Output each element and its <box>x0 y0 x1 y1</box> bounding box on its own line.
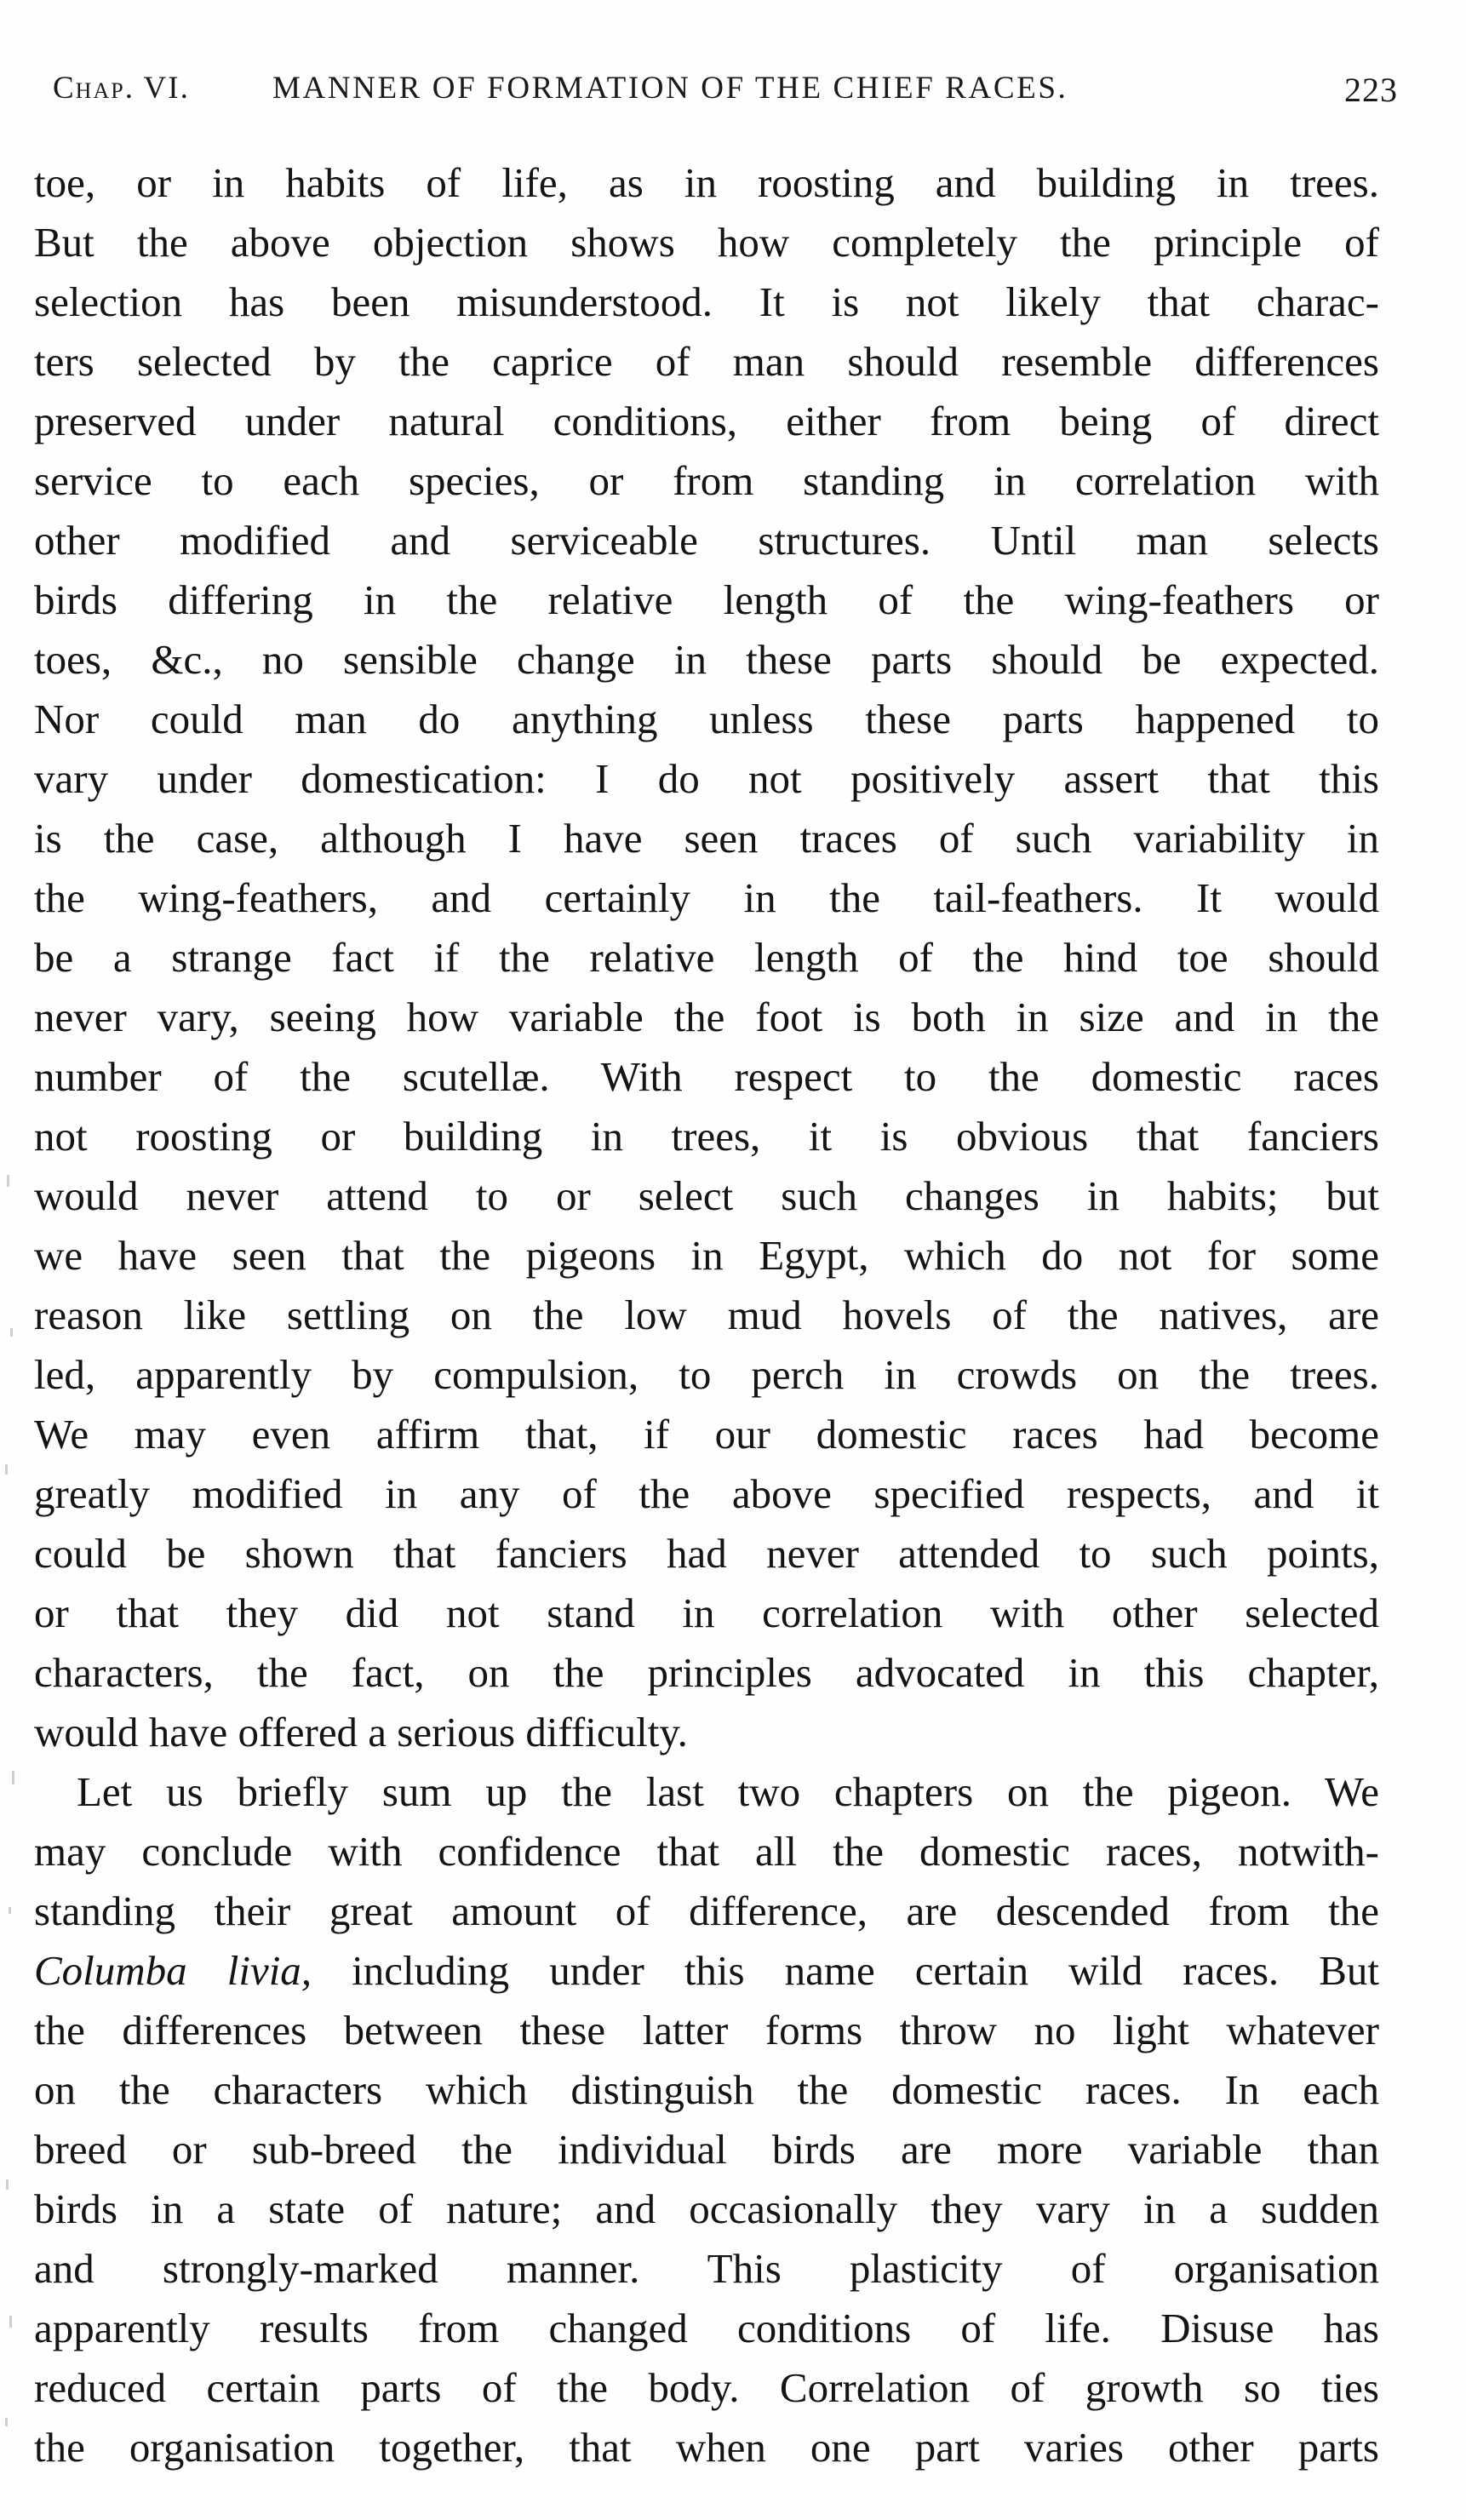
text-line: standing their great amount of difference, are descended from the <box>34 1887 1379 1934</box>
text-line: apparently results from changed conditions of life. Disuse has <box>34 2305 1379 2351</box>
species-name-italic: Columba livia, <box>34 1947 312 1994</box>
text-line: never vary, seeing how variable the foot is both in size and in the <box>34 994 1379 1040</box>
text-line: vary under domestication: I do not positively assert that this <box>34 755 1379 802</box>
text-line: characters, the fact, on the principles advocated in this chapter, <box>34 1649 1379 1696</box>
text-line: would never attend to or select such changes in habits; but <box>34 1172 1379 1219</box>
text-line: we have seen that the pigeons in Egypt, which do not for some <box>34 1232 1379 1279</box>
text-line: other modified and serviceable structures. Until man selects <box>34 517 1379 564</box>
text-line: preserved under natural conditions, either from being of direct <box>34 398 1379 444</box>
text-line: ters selected by the caprice of man should resemble differences <box>34 338 1379 385</box>
text-line: selection has been misunderstood. It is not likely that charac- <box>34 278 1379 325</box>
text-line: toes, &c., no sensible change in these parts should be expected. <box>34 636 1379 683</box>
text-line: the differences between these latter forms throw no light whatever <box>34 2007 1379 2053</box>
text-line: not roosting or building in trees, it is obvious that fanciers <box>34 1113 1379 1160</box>
text-line: and strongly-marked manner. This plasticity of organisation <box>34 2245 1379 2292</box>
text-line: the organisation together, that when one part varies other parts <box>34 2424 1379 2471</box>
running-header <box>53 70 1398 121</box>
text-line: the wing-feathers, and certainly in the tail-feathers. It would <box>34 874 1379 921</box>
text-line: be a strange fact if the relative length of the hind toe should <box>34 934 1379 981</box>
text-line: Nor could man do anything unless these parts happened to <box>34 696 1379 742</box>
text-line: or that they did not stand in correlation with other selected <box>34 1589 1379 1636</box>
chapter-label: Chap. VI. <box>53 71 190 106</box>
text-line: birds differing in the relative length of the wing-feathers or <box>34 576 1379 623</box>
text-line: on the characters which distinguish the domestic races. In each <box>34 2066 1379 2113</box>
text-line: could be shown that fanciers had never attended to such points, <box>34 1530 1379 1577</box>
running-title: MANNER OF FORMATION OF THE CHIEF RACES. <box>272 71 1068 106</box>
text-line: greatly modified in any of the above specified respects, and it <box>34 1470 1379 1517</box>
page-edge-speckles <box>0 0 26 2520</box>
text-line: toe, or in habits of life, as in roosting and building in trees. <box>34 159 1379 206</box>
text-line: is the case, although I have seen traces of such variability in <box>34 815 1379 862</box>
text-line: But the above objection shows how completely the principle of <box>34 219 1379 266</box>
text-line-remainder: including under this name certain wild races. But <box>312 1947 1379 1994</box>
text-line: breed or sub-breed the individual birds are more variable than <box>34 2126 1379 2173</box>
text-line: led, apparently by compulsion, to perch in crowds on the trees. <box>34 1351 1379 1398</box>
text-line: number of the scutellæ. With respect to the domestic races <box>34 1053 1379 1100</box>
page-number: 223 <box>1344 71 1398 109</box>
text-line: may conclude with confidence that all the domestic races, notwith- <box>34 1828 1379 1875</box>
paragraph-last-line: would have offered a serious difficulty. <box>34 1709 688 1755</box>
text-line: reduced certain parts of the body. Correlation of growth so ties <box>34 2364 1379 2411</box>
text-line: reason like settling on the low mud hovels of the natives, are <box>34 1292 1379 1338</box>
text-line: birds in a state of nature; and occasionally they vary in a sudden <box>34 2185 1379 2232</box>
text-line-with-italic <box>34 1941 1379 2001</box>
paragraph-first-line: Let us briefly sum up the last two chapters on the pigeon. We <box>77 1768 1379 1815</box>
text-line: service to each species, or from standing in correlation with <box>34 457 1379 504</box>
text-line: We may even affirm that, if our domestic races had become <box>34 1411 1379 1458</box>
